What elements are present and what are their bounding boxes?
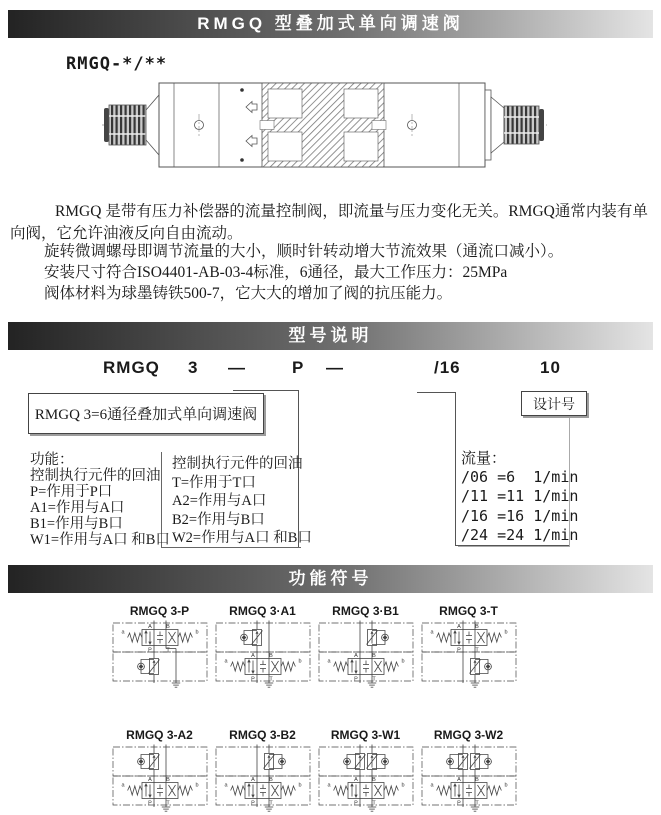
connector-line-flow (417, 392, 455, 399)
function-line: W2=作用与A口 和B口 (172, 530, 312, 546)
section-header-symbols: 功能符号 (8, 565, 653, 593)
svg-text:P: P (250, 800, 255, 807)
hydraulic-symbol (316, 744, 416, 815)
intro-paragraph: 阀体材料为球墨铸铁500-7，它大大的增加了阀的抗压能力。 (44, 285, 453, 302)
model-code-part: 3 (188, 358, 199, 377)
hydraulic-symbol (110, 744, 210, 815)
svg-text:T: T (165, 647, 170, 654)
function-line: 控制执行元件的回油 (30, 468, 161, 484)
model-code-row (0, 358, 661, 384)
symbol-label: RMGQ 3-P (129, 604, 190, 618)
svg-text:P: P (456, 800, 461, 807)
symbol-label: RMGQ 3-A2 (126, 728, 193, 742)
svg-text:b: b (400, 782, 405, 789)
svg-text:B: B (165, 624, 170, 630)
svg-text:a: a (429, 629, 434, 636)
svg-text:b: b (194, 782, 199, 789)
svg-text:T: T (371, 800, 376, 807)
function-line: 功能： (30, 452, 74, 468)
svg-text:B: B (165, 777, 170, 783)
symbol-label: RMGQ 3-W2 (433, 728, 504, 742)
function-symbols-grid (108, 604, 520, 815)
svg-text:P: P (456, 647, 461, 654)
svg-text:a: a (223, 658, 228, 665)
svg-text:a: a (120, 782, 125, 789)
hydraulic-symbol (213, 744, 313, 815)
svg-text:A: A (353, 653, 358, 659)
svg-text:P: P (353, 676, 358, 683)
valve-cross-section-drawing (102, 80, 547, 175)
function-line: B1=作用与B口 (30, 516, 123, 532)
hydraulic-symbol (316, 620, 416, 700)
svg-text:P: P (147, 800, 152, 807)
svg-text:A: A (147, 777, 152, 783)
hydraulic-symbol (213, 620, 313, 700)
flow-rate-line: /16 =16 1/min (461, 506, 579, 525)
function-column-1 (30, 452, 170, 548)
symbol-cell (314, 728, 417, 815)
function-column-2 (172, 455, 312, 548)
hydraulic-symbol (110, 620, 210, 700)
symbol-label: RMGQ 3-W1 (330, 728, 401, 742)
hydraulic-symbol (419, 744, 519, 815)
flow-rate-line: /24 =24 1/min (461, 525, 579, 544)
symbol-cell (211, 728, 314, 815)
svg-text:T: T (371, 676, 376, 683)
symbol-label: RMGQ 3·B1 (332, 604, 399, 618)
svg-text:P: P (147, 647, 152, 654)
flow-rate-line: /06 =6 1/min (461, 468, 579, 487)
flow-rate-column (461, 449, 578, 545)
svg-text:a: a (429, 782, 434, 789)
svg-text:A: A (456, 624, 461, 630)
svg-text:B: B (268, 777, 273, 783)
svg-text:A: A (353, 777, 358, 783)
section-header-model: 型号说明 (8, 322, 653, 350)
symbol-cell (314, 604, 417, 700)
svg-text:B: B (268, 653, 273, 659)
model-code-part: P (292, 358, 305, 377)
intro-paragraph: 旋转微调螺母即调节流量的大小，顺时针转动增大节流效果（通流口减小）。 (44, 243, 564, 260)
svg-text:b: b (297, 658, 302, 665)
svg-text:a: a (326, 658, 331, 665)
symbol-label: RMGQ 3-B2 (229, 728, 296, 742)
model-code-part: 10 (540, 358, 561, 377)
intro-paragraph: RMGQ 是带有压力补偿器的流量控制阀，即流量与压力变化无关。RMGQ通常内装有单向阀，它允许油液反向自由流动。 (10, 203, 648, 242)
symbol-cell (108, 728, 211, 815)
svg-text:B: B (371, 777, 376, 783)
svg-text:a: a (120, 629, 125, 636)
flow-rate-line: 流量： (461, 449, 507, 467)
function-line: 控制执行元件的回油 (172, 456, 303, 472)
symbol-cell (211, 604, 314, 700)
svg-text:T: T (165, 800, 170, 807)
function-line: P=作用于P口 (30, 484, 113, 500)
model-code-part: /16 (434, 358, 461, 377)
function-line: W1=作用与A口 和B口 (30, 532, 170, 548)
svg-text:A: A (250, 777, 255, 783)
svg-text:B: B (474, 624, 479, 630)
svg-text:b: b (503, 629, 508, 636)
section-header-title: RMGQ 型叠加式单向调速阀 (8, 10, 653, 38)
symbol-label: RMGQ 3·A1 (229, 604, 296, 618)
flow-rate-line: /11 =11 1/min (461, 487, 579, 506)
function-line: A2=作用与A口 (172, 493, 267, 509)
svg-text:P: P (250, 676, 255, 683)
symbol-cell (417, 604, 520, 700)
function-line: T=作用于T口 (172, 474, 256, 491)
design-number-box: 设计号 (521, 391, 587, 416)
svg-text:T: T (268, 800, 273, 807)
model-code-part: RMGQ (103, 358, 160, 377)
svg-text:T: T (474, 647, 479, 654)
svg-text:A: A (147, 624, 152, 630)
svg-text:T: T (268, 676, 273, 683)
svg-text:B: B (371, 653, 376, 659)
svg-text:A: A (250, 653, 255, 659)
model-series-label: RMGQ-*/** (66, 54, 168, 74)
function-line: A1=作用与A口 (30, 500, 125, 516)
model-code-part: — (326, 358, 344, 377)
svg-text:b: b (400, 658, 405, 665)
svg-text:a: a (223, 782, 228, 789)
svg-text:b: b (503, 782, 508, 789)
hydraulic-symbol (419, 620, 519, 700)
svg-text:B: B (474, 777, 479, 783)
svg-text:b: b (194, 629, 199, 636)
model-code-part: — (228, 358, 246, 377)
svg-text:A: A (456, 777, 461, 783)
svg-text:a: a (326, 782, 331, 789)
symbol-cell (108, 604, 211, 700)
svg-text:b: b (297, 782, 302, 789)
symbol-cell (417, 728, 520, 815)
svg-text:P: P (353, 800, 358, 807)
svg-text:T: T (474, 800, 479, 807)
function-line: B2=作用与B口 (172, 511, 265, 528)
intro-paragraph: 安装尺寸符合ISO4401-AB-03-4标准，6通径，最大工作压力：25MPa (44, 264, 508, 281)
model-code-note-box: RMGQ 3=6通径叠加式单向调速阀 (28, 393, 264, 434)
symbol-label: RMGQ 3-T (439, 604, 498, 618)
